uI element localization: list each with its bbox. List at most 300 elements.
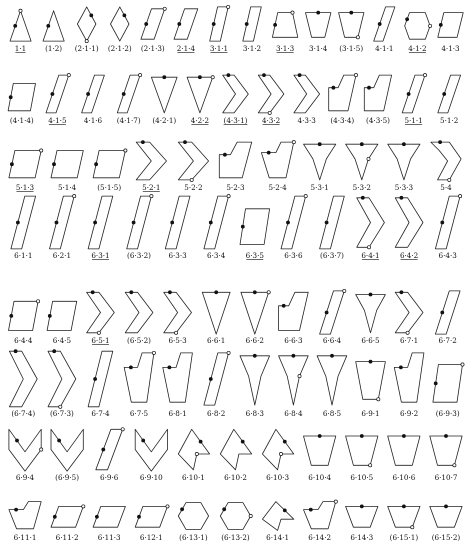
open-marker (152, 351, 155, 354)
tile-figure (141, 7, 166, 53)
tile-outline (430, 506, 462, 527)
filled-marker (360, 143, 363, 146)
tile-figure (317, 354, 347, 418)
tile-figure (435, 195, 461, 261)
tile-outline (346, 144, 378, 180)
filled-marker (14, 24, 17, 27)
tile-label: (4·3·5) (366, 116, 390, 125)
tile-label: 6·11·1 (13, 533, 37, 542)
open-marker (124, 149, 127, 152)
filled-marker (130, 291, 133, 294)
tile-outline (258, 75, 284, 113)
tile-figure (48, 350, 76, 418)
tile-figure (82, 75, 105, 125)
filled-marker (441, 311, 444, 314)
tile-label: 6·10·4 (308, 473, 332, 482)
tile-label: (6·7·3) (49, 409, 74, 418)
tile-label: (6·5·2) (127, 336, 151, 345)
tile-label: 4·1·2 (408, 44, 427, 53)
tile-figure (262, 429, 293, 482)
tile-label: (5·1·5) (97, 183, 122, 192)
open-marker (377, 398, 380, 401)
tile-figure (87, 291, 115, 345)
tile-label: 6·14·2 (308, 533, 332, 542)
filled-marker (350, 11, 353, 14)
filled-marker (137, 515, 140, 518)
filled-marker (298, 74, 301, 77)
filled-marker (227, 74, 230, 77)
tile-figure (329, 74, 358, 126)
tile-outline (317, 356, 347, 405)
filled-marker (399, 366, 402, 369)
tile-figure (136, 141, 166, 193)
tile-outline (346, 436, 378, 465)
tile-outline (9, 429, 41, 471)
tile-label: 3·1·1 (209, 44, 229, 53)
tile-label: 5·4 (440, 183, 452, 192)
open-marker (163, 7, 166, 10)
tile-outline (262, 502, 293, 531)
tile-figure (320, 196, 345, 260)
open-marker (367, 246, 370, 249)
tile-figure (356, 360, 386, 418)
tile-figure (178, 141, 208, 193)
tile-label: 6·3·1 (91, 251, 110, 260)
tile-label: 6·3·4 (207, 251, 226, 260)
tile-label: (4·1·4) (9, 116, 34, 125)
filled-marker (223, 153, 226, 156)
open-marker (369, 464, 372, 467)
filled-marker (262, 74, 265, 77)
tile-label: 5·3·2 (352, 183, 371, 192)
tile-outline (178, 142, 208, 180)
filled-marker (325, 221, 328, 224)
tile-outline (435, 196, 460, 249)
tile-label: 5·1·4 (57, 183, 77, 192)
tile-outline (388, 506, 420, 527)
tile-label: (6·13·1) (179, 533, 208, 542)
tile-outline (187, 77, 213, 113)
tile-figure (219, 142, 251, 192)
tile-label: 4·3·3 (297, 116, 316, 125)
tile-label: 5·2·3 (226, 183, 245, 192)
tile-figure (51, 151, 83, 193)
tile-figure (151, 76, 177, 125)
tile-figure (164, 291, 192, 345)
tile-outline (294, 75, 320, 113)
filled-marker (439, 141, 442, 144)
tile-outline (125, 292, 153, 333)
tile-figure (435, 291, 460, 345)
tile-outline (124, 353, 154, 402)
tile-figure (43, 11, 64, 53)
tile-figure (258, 74, 284, 126)
tile-label: (4·2·1) (152, 116, 177, 125)
filled-marker (145, 22, 148, 25)
tile-label: (2·1·1) (74, 44, 99, 53)
tile-figure (339, 11, 364, 53)
filled-marker (402, 143, 405, 146)
tile-outline (88, 196, 113, 249)
tile-label: 6·4·1 (361, 251, 380, 260)
tile-outline (82, 75, 105, 113)
tile-outline (388, 144, 420, 180)
filled-marker (282, 304, 285, 307)
tile-outline (241, 292, 269, 334)
filled-marker (52, 163, 55, 166)
tile-label: 3·1·2 (242, 44, 262, 53)
filled-marker (253, 354, 256, 357)
tile-figure (438, 75, 461, 125)
tile-label: (6·9·5) (55, 473, 80, 482)
tile-figure (187, 76, 214, 125)
tile-figure (220, 503, 252, 542)
open-marker (121, 428, 124, 431)
tile-figure (346, 143, 378, 192)
open-marker (292, 141, 295, 144)
tile-label: 5·3·3 (394, 183, 414, 192)
tile-figure (117, 74, 142, 126)
tile-outline (164, 292, 192, 333)
tile-label: 5·3·1 (310, 183, 329, 192)
tile-label: 6·8·5 (322, 409, 342, 418)
filled-marker (102, 448, 105, 451)
tile-figure (304, 434, 336, 482)
tile-label: 5·2·4 (268, 183, 287, 192)
tile-outline (304, 502, 336, 529)
tile-label: 6·7·2 (438, 336, 457, 345)
filled-marker (91, 291, 94, 294)
tile-outline (339, 13, 364, 38)
filled-marker (181, 508, 184, 511)
tile-label: 6·10·2 (224, 473, 247, 482)
filled-marker (47, 24, 50, 27)
tile-label: 4·1·1 (375, 44, 394, 53)
filled-marker (215, 291, 218, 294)
filled-marker (141, 141, 144, 144)
filled-marker (90, 14, 93, 17)
filled-marker (325, 311, 328, 314)
filled-marker (10, 314, 13, 317)
tile-figure (430, 505, 462, 542)
tile-outline (261, 142, 293, 178)
filled-marker (163, 76, 166, 79)
open-marker (343, 289, 346, 292)
tile-label: (6·13·2) (221, 533, 250, 542)
filled-marker (9, 96, 12, 99)
tile-label: 6·6·1 (207, 336, 226, 345)
open-marker (459, 195, 462, 198)
filled-marker (286, 221, 289, 224)
tile-figure (204, 351, 230, 418)
tile-label: 4·2·2 (190, 116, 210, 125)
filled-marker (378, 22, 381, 25)
tile-figure (9, 429, 43, 482)
tile-figure (50, 195, 76, 261)
filled-marker (274, 23, 277, 26)
tile-figure (47, 301, 77, 345)
tile-figure (165, 196, 190, 260)
tile-outline (306, 13, 331, 38)
tile-outline (388, 436, 420, 465)
tile-figure (433, 363, 464, 418)
filled-marker (87, 92, 90, 95)
tile-figure (272, 11, 297, 53)
tile-outline (356, 362, 386, 400)
filled-marker (168, 291, 171, 294)
tile-outline (136, 142, 166, 180)
tile-outline (178, 503, 208, 530)
tile-figure (388, 434, 420, 482)
tile-figure (320, 289, 346, 345)
tile-figure (240, 209, 270, 260)
tile-figure (125, 291, 153, 345)
tile-outline (356, 295, 386, 333)
open-marker (73, 195, 76, 198)
tile-label: 6·10·3 (266, 473, 290, 482)
filled-marker (267, 151, 270, 154)
tile-outline (281, 196, 306, 249)
tile-outline (394, 353, 424, 402)
open-marker (453, 464, 456, 467)
tile-figure (306, 11, 331, 53)
filled-marker (360, 505, 363, 508)
tile-outline (279, 292, 309, 330)
tile-outline (111, 7, 130, 41)
tile-figure (357, 196, 385, 260)
open-marker (461, 363, 464, 366)
tile-label: 6·6·5 (361, 336, 380, 345)
open-marker (354, 74, 357, 77)
open-marker (40, 149, 43, 152)
tile-figure (304, 500, 338, 542)
tile-figure (11, 196, 36, 260)
open-marker (190, 178, 193, 181)
filled-marker (209, 221, 212, 224)
open-marker (291, 11, 294, 14)
tile-outline (430, 436, 462, 465)
tile-figure (374, 7, 395, 53)
open-marker (85, 40, 88, 43)
open-marker (298, 375, 301, 378)
tile-outline (151, 77, 177, 113)
filled-marker (14, 350, 17, 353)
filled-marker (171, 221, 174, 224)
filled-marker (16, 221, 19, 224)
tile-label: (6·3·2) (127, 251, 151, 260)
tile-label: 4·1·5 (48, 116, 67, 125)
open-marker (97, 331, 100, 334)
filled-marker (369, 360, 372, 363)
filled-marker (434, 382, 437, 385)
tile-label: 6·6·4 (322, 336, 342, 345)
filled-marker (129, 366, 132, 369)
filled-marker (241, 225, 244, 228)
tile-figure (364, 75, 391, 125)
tile-label: 6·6·2 (245, 336, 264, 345)
tile-outline (304, 436, 336, 465)
tile-figure (210, 5, 230, 53)
tile-label: 3·1·3 (275, 44, 295, 53)
tile-figure (93, 506, 125, 542)
filled-marker (283, 509, 286, 512)
tile-figure (88, 351, 113, 418)
tile-figure (75, 7, 99, 53)
tile-label: 6·11·2 (55, 533, 79, 542)
filled-marker (55, 221, 58, 224)
tile-outline (279, 356, 309, 405)
tile-figure (88, 196, 113, 260)
tile-label: (6·3·7) (320, 251, 344, 260)
tile-label: 6·3·5 (245, 251, 264, 260)
open-marker (334, 500, 337, 503)
filled-marker (15, 508, 18, 511)
tile-outline (9, 351, 37, 407)
tile-label: 6·4·3 (438, 251, 457, 260)
tile-label: 6·9·6 (100, 473, 119, 482)
filled-marker (332, 86, 335, 89)
tile-outline (402, 75, 425, 113)
tile-outline (395, 198, 423, 248)
tile-label: 6·7·4 (91, 409, 110, 418)
filled-marker (123, 14, 126, 17)
tile-figure (294, 74, 320, 126)
tile-outline (204, 196, 229, 249)
tile-figure (356, 293, 386, 345)
filled-marker (400, 196, 403, 199)
tile-label: (3·1·5) (339, 44, 364, 53)
tile-figure (438, 13, 463, 53)
open-marker (406, 331, 409, 334)
tile-label: 6·9·4 (15, 473, 35, 482)
tile-outline (202, 292, 230, 334)
filled-marker (402, 434, 405, 437)
tile-figure (204, 195, 230, 261)
tile-label: 6·1·1 (14, 251, 33, 260)
open-marker (249, 514, 252, 517)
tile-outline (50, 196, 75, 249)
tile-label: 6·3·6 (284, 251, 303, 260)
tile-outline (165, 196, 190, 249)
tile-outline (431, 142, 461, 180)
filled-marker (178, 22, 181, 25)
tile-label: 6·10·7 (434, 473, 458, 482)
tile-outline (304, 144, 336, 180)
filled-marker (198, 76, 201, 79)
filled-marker (94, 377, 97, 380)
tile-figure (9, 300, 40, 345)
tile-label: 6·3·3 (168, 251, 187, 260)
tile-outline (163, 353, 193, 402)
filled-marker (441, 221, 444, 224)
tile-label: 6·8·1 (168, 409, 187, 418)
tile-outline (364, 75, 391, 111)
tile-outline (320, 291, 345, 334)
filled-marker (400, 291, 403, 294)
open-marker (356, 36, 359, 39)
tile-label: 6·7·1 (399, 336, 419, 345)
tile-label: 5·1·1 (404, 116, 423, 125)
tile-outline (219, 142, 251, 178)
filled-marker (209, 377, 212, 380)
tile-outline (320, 196, 345, 249)
tile-label: 6·4·4 (14, 336, 33, 345)
filled-marker (361, 196, 364, 199)
tile-figure (174, 9, 198, 53)
tile-outline (96, 429, 123, 470)
tile-label: 6·5·1 (91, 336, 110, 345)
filled-marker (253, 291, 256, 294)
filled-marker (10, 163, 13, 166)
tile-figure (394, 353, 424, 418)
open-marker (67, 74, 70, 77)
tile-outline (395, 292, 423, 333)
tile-outline (329, 75, 356, 111)
tile-outline (223, 75, 249, 113)
filled-marker (58, 439, 61, 442)
tile-outline (48, 351, 76, 407)
tile-figure (135, 429, 167, 482)
tile-label: 5·2·1 (142, 183, 161, 192)
tile-label: (6·15·2) (431, 533, 461, 542)
open-marker (227, 5, 230, 8)
tile-figure (243, 7, 261, 53)
filled-marker (132, 221, 135, 224)
tile-figure (240, 354, 270, 418)
open-marker (268, 111, 271, 114)
tile-label: 6·8·3 (245, 409, 264, 418)
tile-figure (402, 74, 426, 126)
tile-figure (46, 74, 70, 126)
filled-marker (94, 221, 97, 224)
tile-label: (4·3·1) (223, 116, 248, 125)
tile-figure (135, 505, 169, 542)
open-marker (367, 157, 370, 160)
tile-figure (163, 353, 193, 418)
tile-figure (279, 354, 309, 418)
tile-figure (220, 429, 251, 482)
tile-label: (4·1·7) (116, 116, 141, 125)
tile-label: 6·14·3 (350, 533, 374, 542)
tile-figure (124, 351, 155, 418)
tile-outline (46, 75, 69, 113)
tile-label: 6·7·5 (129, 409, 149, 418)
tile-outline (87, 292, 115, 333)
tile-label: 6·2·1 (52, 251, 72, 260)
filled-marker (439, 23, 442, 26)
tile-outline (10, 11, 31, 41)
filled-marker (318, 434, 321, 437)
filled-marker (444, 505, 447, 508)
filled-marker (360, 434, 363, 437)
tile-outline (220, 429, 251, 470)
tile-outline (135, 429, 167, 471)
tile-figure (304, 143, 336, 192)
tile-figure (202, 291, 230, 345)
tile-label: (1·2) (45, 44, 63, 53)
tile-outline (346, 506, 378, 527)
filled-marker (53, 515, 56, 518)
tile-outline (77, 7, 96, 41)
tile-label: 5·1·2 (440, 116, 459, 125)
tile-figure (430, 434, 462, 482)
open-marker (448, 178, 451, 181)
tile-outline (357, 198, 385, 248)
tile-figure (281, 195, 307, 261)
tile-label: 6·12·1 (139, 533, 163, 542)
tile-label: 3·1·4 (309, 44, 328, 53)
open-marker (227, 351, 230, 354)
